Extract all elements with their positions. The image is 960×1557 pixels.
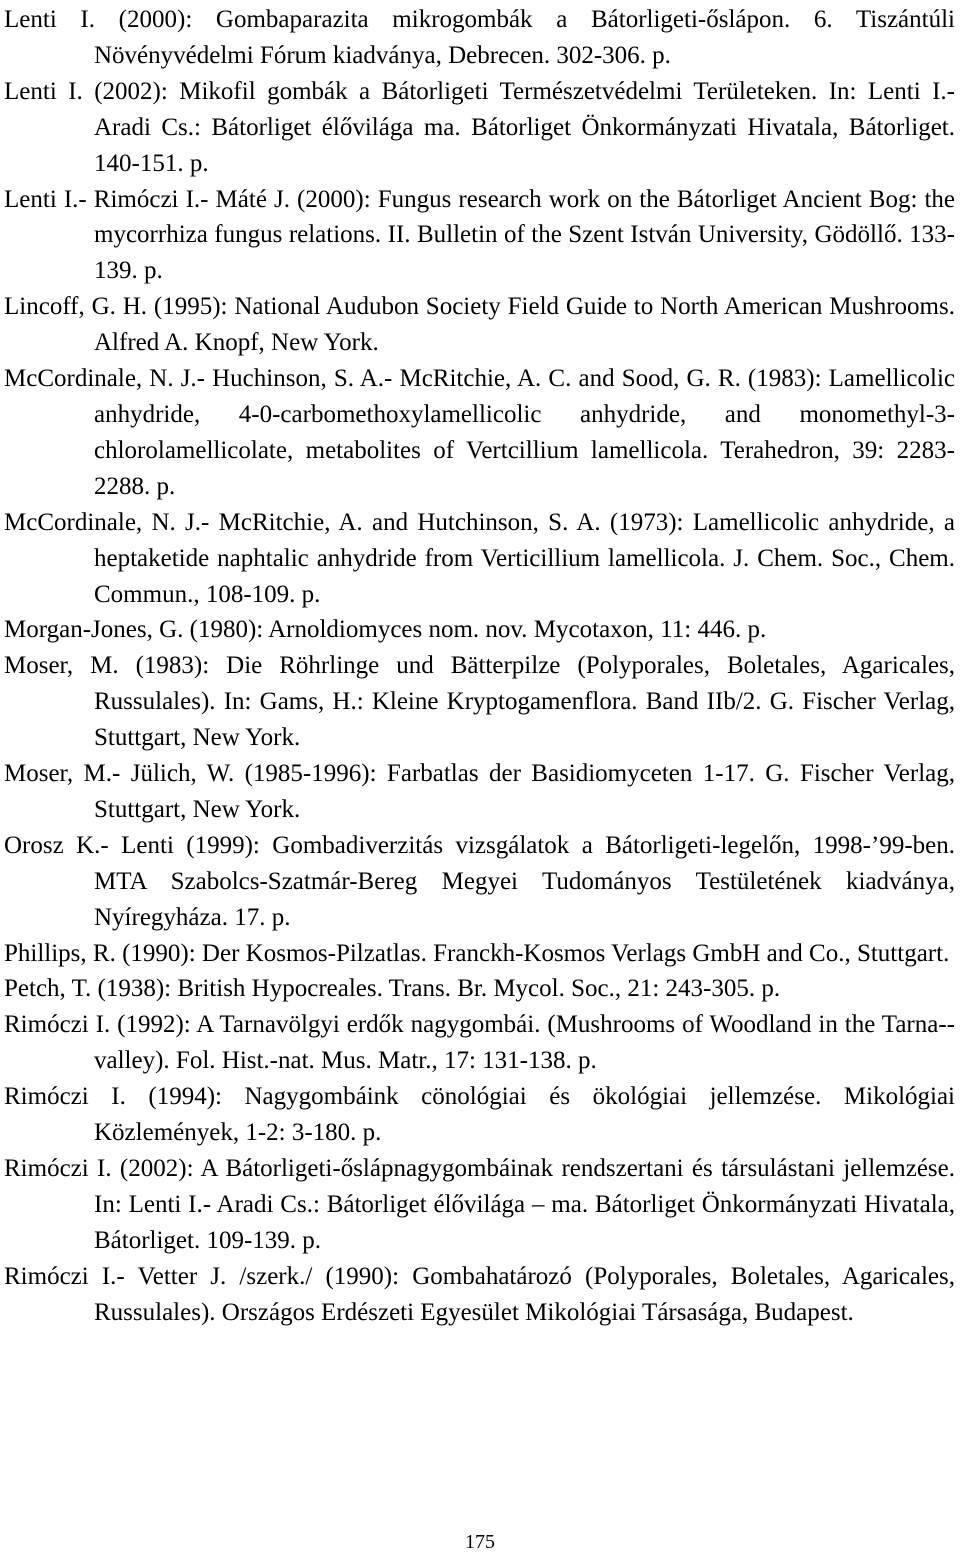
reference-entry: Moser, M. (1983): Die Röhrlinge und Bätterpilze (Polyporales, Boletales, Agaricales, Russulales). In: Gams, H.: Kleine Kryptogamenflora. Band IIb/2. G. Fischer Verlag, Stuttgart, New York. [4, 652, 955, 752]
reference-entry: Rimóczi I. (1992): A Tarnavölgyi erdők nagygombái. (Mushrooms of Woodland in the Tarna--valley). Fol. Hist.-nat. Mus. Matr., 17: 131-138. p. [4, 1011, 955, 1075]
reference-entry: Lenti I. (2002): Mikofil gombák a Bátorligeti Természetvédelmi Területeken. In: Lenti I.- Aradi Cs.: Bátorliget élővilága ma. Bátorliget Önkormányzati Hivatala, Bátorliget. 140-151. p. [4, 77, 955, 177]
reference-entry: Lenti I. (2000): Gombaparazita mikrogombák a Bátorligeti-őslápon. 6. Tiszántúli Növényvédelmi Fórum kiadványa, Debrecen. 302-306. p. [4, 6, 955, 69]
reference-entry: Lenti I.- Rimóczi I.- Máté J. (2000): Fungus research work on the Bátorliget Ancient Bog: the mycorrhiza fungus relations. II. Bulletin of the Szent István University, Gödöllő. 133-139. p. [4, 185, 955, 285]
reference-entry: Lincoff, G. H. (1995): National Audubon Society Field Guide to North American Mushrooms. Alfred A. Knopf, New York. [4, 293, 955, 357]
reference-list [4, 2, 955, 1331]
reference-entry: Morgan-Jones, G. (1980): Arnoldiomyces nom. nov. Mycotaxon, 11: 446. p. [4, 616, 767, 644]
reference-entry: Petch, T. (1938): British Hypocreales. Trans. Br. Mycol. Soc., 21: 243-305. p. [4, 975, 781, 1003]
reference-entry: Rimóczi I.- Vetter J. /szerk./ (1990): Gombahatározó (Polyporales, Boletales, Agaricales, Russulales). Országos Erdészeti Egyesület Mikológiai Társasága, Budapest. [4, 1262, 955, 1326]
reference-entry: Rimóczi I. (2002): A Bátorligeti-őslápnagygombáinak rendszertani és társulástani jellemzése. In: Lenti I.- Aradi Cs.: Bátorliget élővilága – ma. Bátorliget Önkormányzati Hivatala, Bátorliget. 109-139. p. [4, 1155, 955, 1254]
reference-entry: Moser, M.- Jülich, W. (1985-1996): Farbatlas der Basidiomyceten 1-17. G. Fischer Verlag, Stuttgart, New York. [4, 760, 955, 823]
reference-entry: McCordinale, N. J.- Huchinson, S. A.- McRitchie, A. C. and Sood, G. R. (1983): Lamellicolic anhydride, 4-0-carbomethoxylamellicolic anhydride, and monomethyl-3-chlorolamellicolate, metabolites of Vertcillium lamellicola. Terahedron, 39: 2283-2288. p. [4, 365, 955, 500]
reference-entry: McCordinale, N. J.- McRitchie, A. and Hutchinson, S. A. (1973): Lamellicolic anhydride, a heptaketide naphtalic anhydride from Verticillium lamellicola. J. Chem. Soc., Chem. Commun., 108-109. p. [4, 508, 955, 608]
reference-entry: Orosz K.- Lenti (1999): Gombadiverzitás vizsgálatok a Bátorligeti-legelőn, 1998-’99-ben. MTA Szabolcs-Szatmár-Bereg Megyei Tudományos Testületének kiadványa, Nyíregyháza. 17. p. [4, 831, 955, 931]
reference-entry: Rimóczi I. (1994): Nagygombáink cönológiai és ökológiai jellemzése. Mikológiai Közlemények, 1-2: 3-180. p. [4, 1083, 955, 1147]
reference-entry: Phillips, R. (1990): Der Kosmos-Pilzatlas. Franckh-Kosmos Verlags GmbH and Co., Stuttgart. [4, 939, 950, 967]
page-number: 175 [465, 1531, 495, 1553]
